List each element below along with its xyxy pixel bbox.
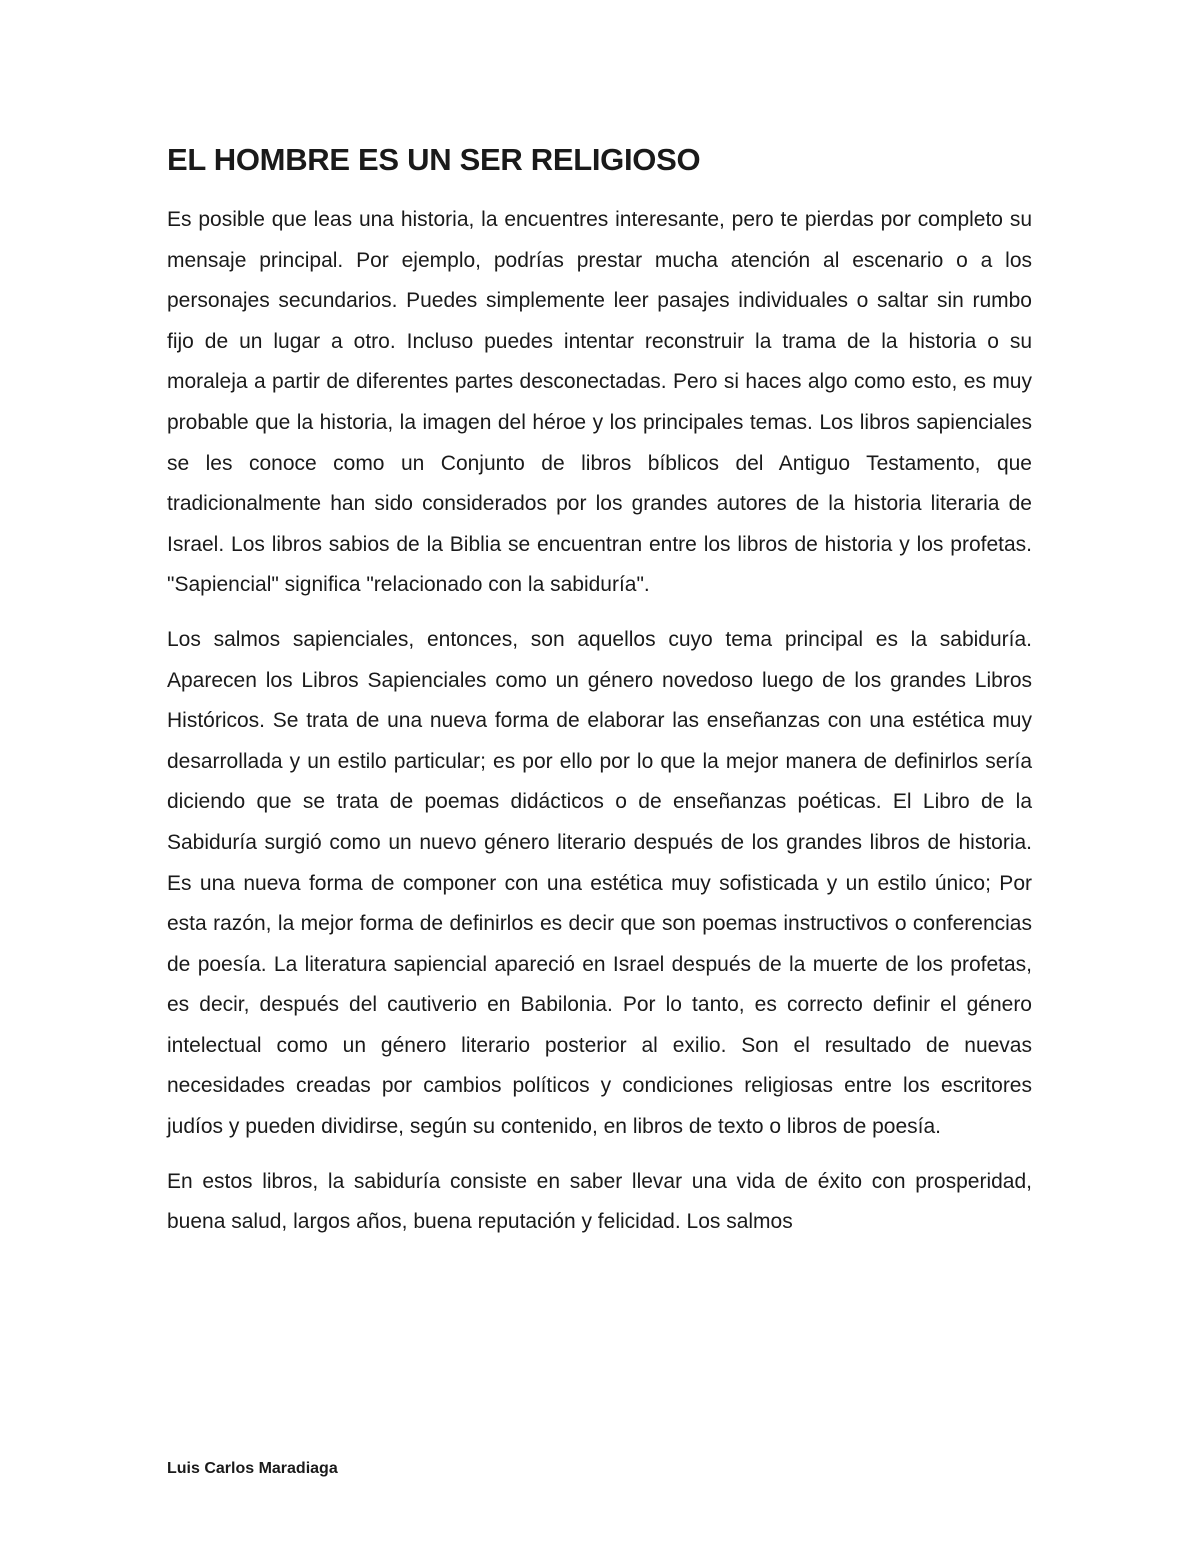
paragraph-2: Los salmos sapienciales, entonces, son aquellos cuyo tema principal es la sabiduría. Aparecen los Libros Sapienciales como un género novedoso luego de los grandes Libros Históricos. Se trata de una nueva forma de elaborar las enseñanzas con una estética muy desarrollada y un estilo particular; es por ello por lo que la mejor manera de definirlos sería diciendo que se trata de poemas didácticos o de enseñanzas poéticas. El Libro de la Sabiduría surgió como un nuevo género literario después de los grandes libros de historia. Es una nueva forma de componer con una estética muy sofisticada y un estilo único; Por esta razón, la mejor forma de definirlos es decir que son poemas instructivos o conferencias de poesía. La literatura sapiencial apareció en Israel después de la muerte de los profetas, es decir, después del cautiverio en Babilonia. Por lo tanto, es correcto definir el género intelectual como un género literario posterior al exilio. Son el resultado de nuevas necesidades creadas por cambios políticos y condiciones religiosas entre los escritores judíos y pueden dividirse, según su contenido, en libros de texto o libros de poesía. (167, 627, 1032, 1139)
document-body (167, 138, 1032, 1243)
document-title: EL HOMBRE ES UN SER RELIGIOSO (167, 142, 701, 177)
paragraph-3: En estos libros, la sabiduría consiste en saber llevar una vida de éxito con prosperidad, buena salud, largos años, buena reputación y felicidad. Los salmos (167, 1169, 1032, 1234)
footer-author: Luis Carlos Maradiaga (167, 1460, 338, 1477)
paragraph-1: Es posible que leas una historia, la encuentres interesante, pero te pierdas por completo su mensaje principal. Por ejemplo, podrías prestar mucha atención al escenario o a los personajes secundarios. Puedes simplemente leer pasajes individuales o saltar sin rumbo fijo de un lugar a otro. Incluso puedes intentar reconstruir la trama de la historia o su moraleja a partir de diferentes partes desconectadas. Pero si haces algo como esto, es muy probable que la historia, la imagen del héroe y los principales temas. Los libros sapienciales se les conoce como un Conjunto de libros bíblicos del Antiguo Testamento, que tradicionalmente han sido considerados por los grandes autores de la historia literaria de Israel. Los libros sabios de la Biblia se encuentran entre los libros de historia y los profetas. "Sapiencial" significa "relacionado con la sabiduría". (167, 208, 1032, 597)
